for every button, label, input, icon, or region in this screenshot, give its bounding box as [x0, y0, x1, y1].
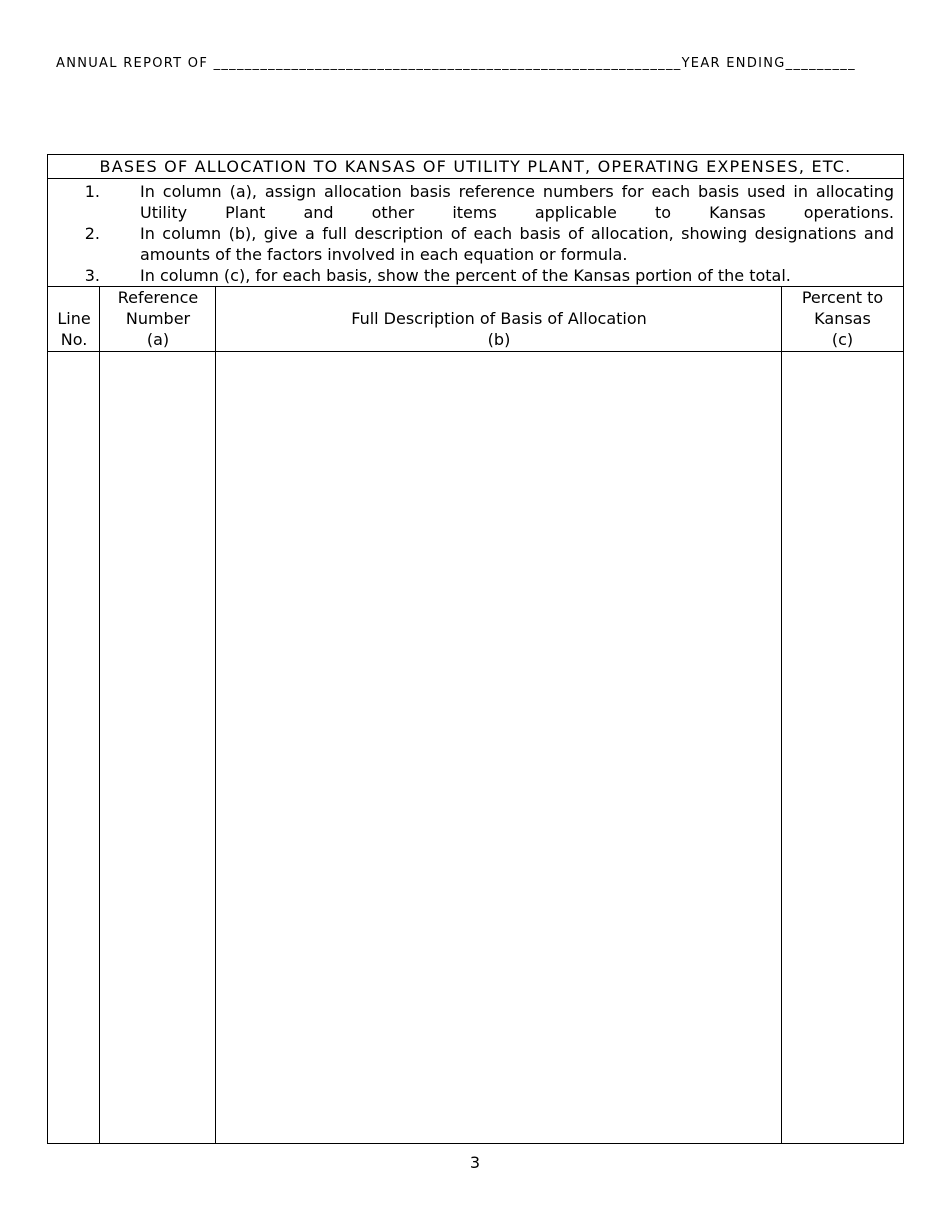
header-text: No. — [60, 330, 88, 349]
instruction-text: In column (c), for each basis, show the percent of the Kansas portion of the total. — [140, 266, 791, 285]
allocation-form — [47, 154, 904, 1144]
header-text: Reference — [117, 288, 199, 307]
instruction-number: 1. — [84, 182, 100, 201]
instruction-number: 2. — [84, 224, 100, 243]
year-ending-label: YEAR ENDING — [681, 56, 786, 71]
year-ending-blank[interactable]: _________ — [785, 56, 856, 71]
instructions — [48, 179, 903, 287]
header-text: (a) — [146, 330, 170, 349]
column-header-description — [216, 287, 782, 351]
header-text: Full Description of Basis of Allocation — [351, 309, 647, 328]
header-text: Line — [57, 309, 91, 328]
column-divider — [99, 287, 100, 1143]
page-number: 3 — [469, 1153, 481, 1172]
instruction-text: In column (a), assign allocation basis reference numbers for each basis used in allocating Utility Plant and other items applicable to Kansas operations. — [140, 182, 894, 222]
header-text: (c) — [831, 330, 854, 349]
instruction-number: 3. — [84, 266, 100, 285]
header-text: (b) — [487, 330, 511, 349]
form-title: BASES OF ALLOCATION TO KANSAS OF UTILITY PLANT, OPERATING EXPENSES, ETC. — [48, 155, 903, 179]
instruction-item — [48, 265, 894, 286]
annual-report-blank[interactable]: ____________________________________________________________ — [213, 56, 682, 71]
allocation-table — [48, 287, 903, 1143]
annual-report-label: ANNUAL REPORT OF — [56, 56, 209, 71]
column-divider — [215, 287, 216, 1143]
report-header — [56, 56, 886, 71]
header-divider — [48, 351, 903, 352]
header-text: Number — [125, 309, 191, 328]
header-text: Percent to — [801, 288, 884, 307]
instruction-text: In column (b), give a full description of each basis of allocation, showing designations and amounts of the factors involved in each equation or formula. — [140, 224, 894, 264]
instruction-item — [48, 223, 894, 265]
column-divider — [781, 287, 782, 1143]
column-header-line-no — [48, 287, 100, 351]
column-header-percent — [782, 287, 903, 351]
instruction-item — [48, 181, 894, 223]
column-header-reference — [100, 287, 216, 351]
header-text: Kansas — [814, 309, 871, 328]
